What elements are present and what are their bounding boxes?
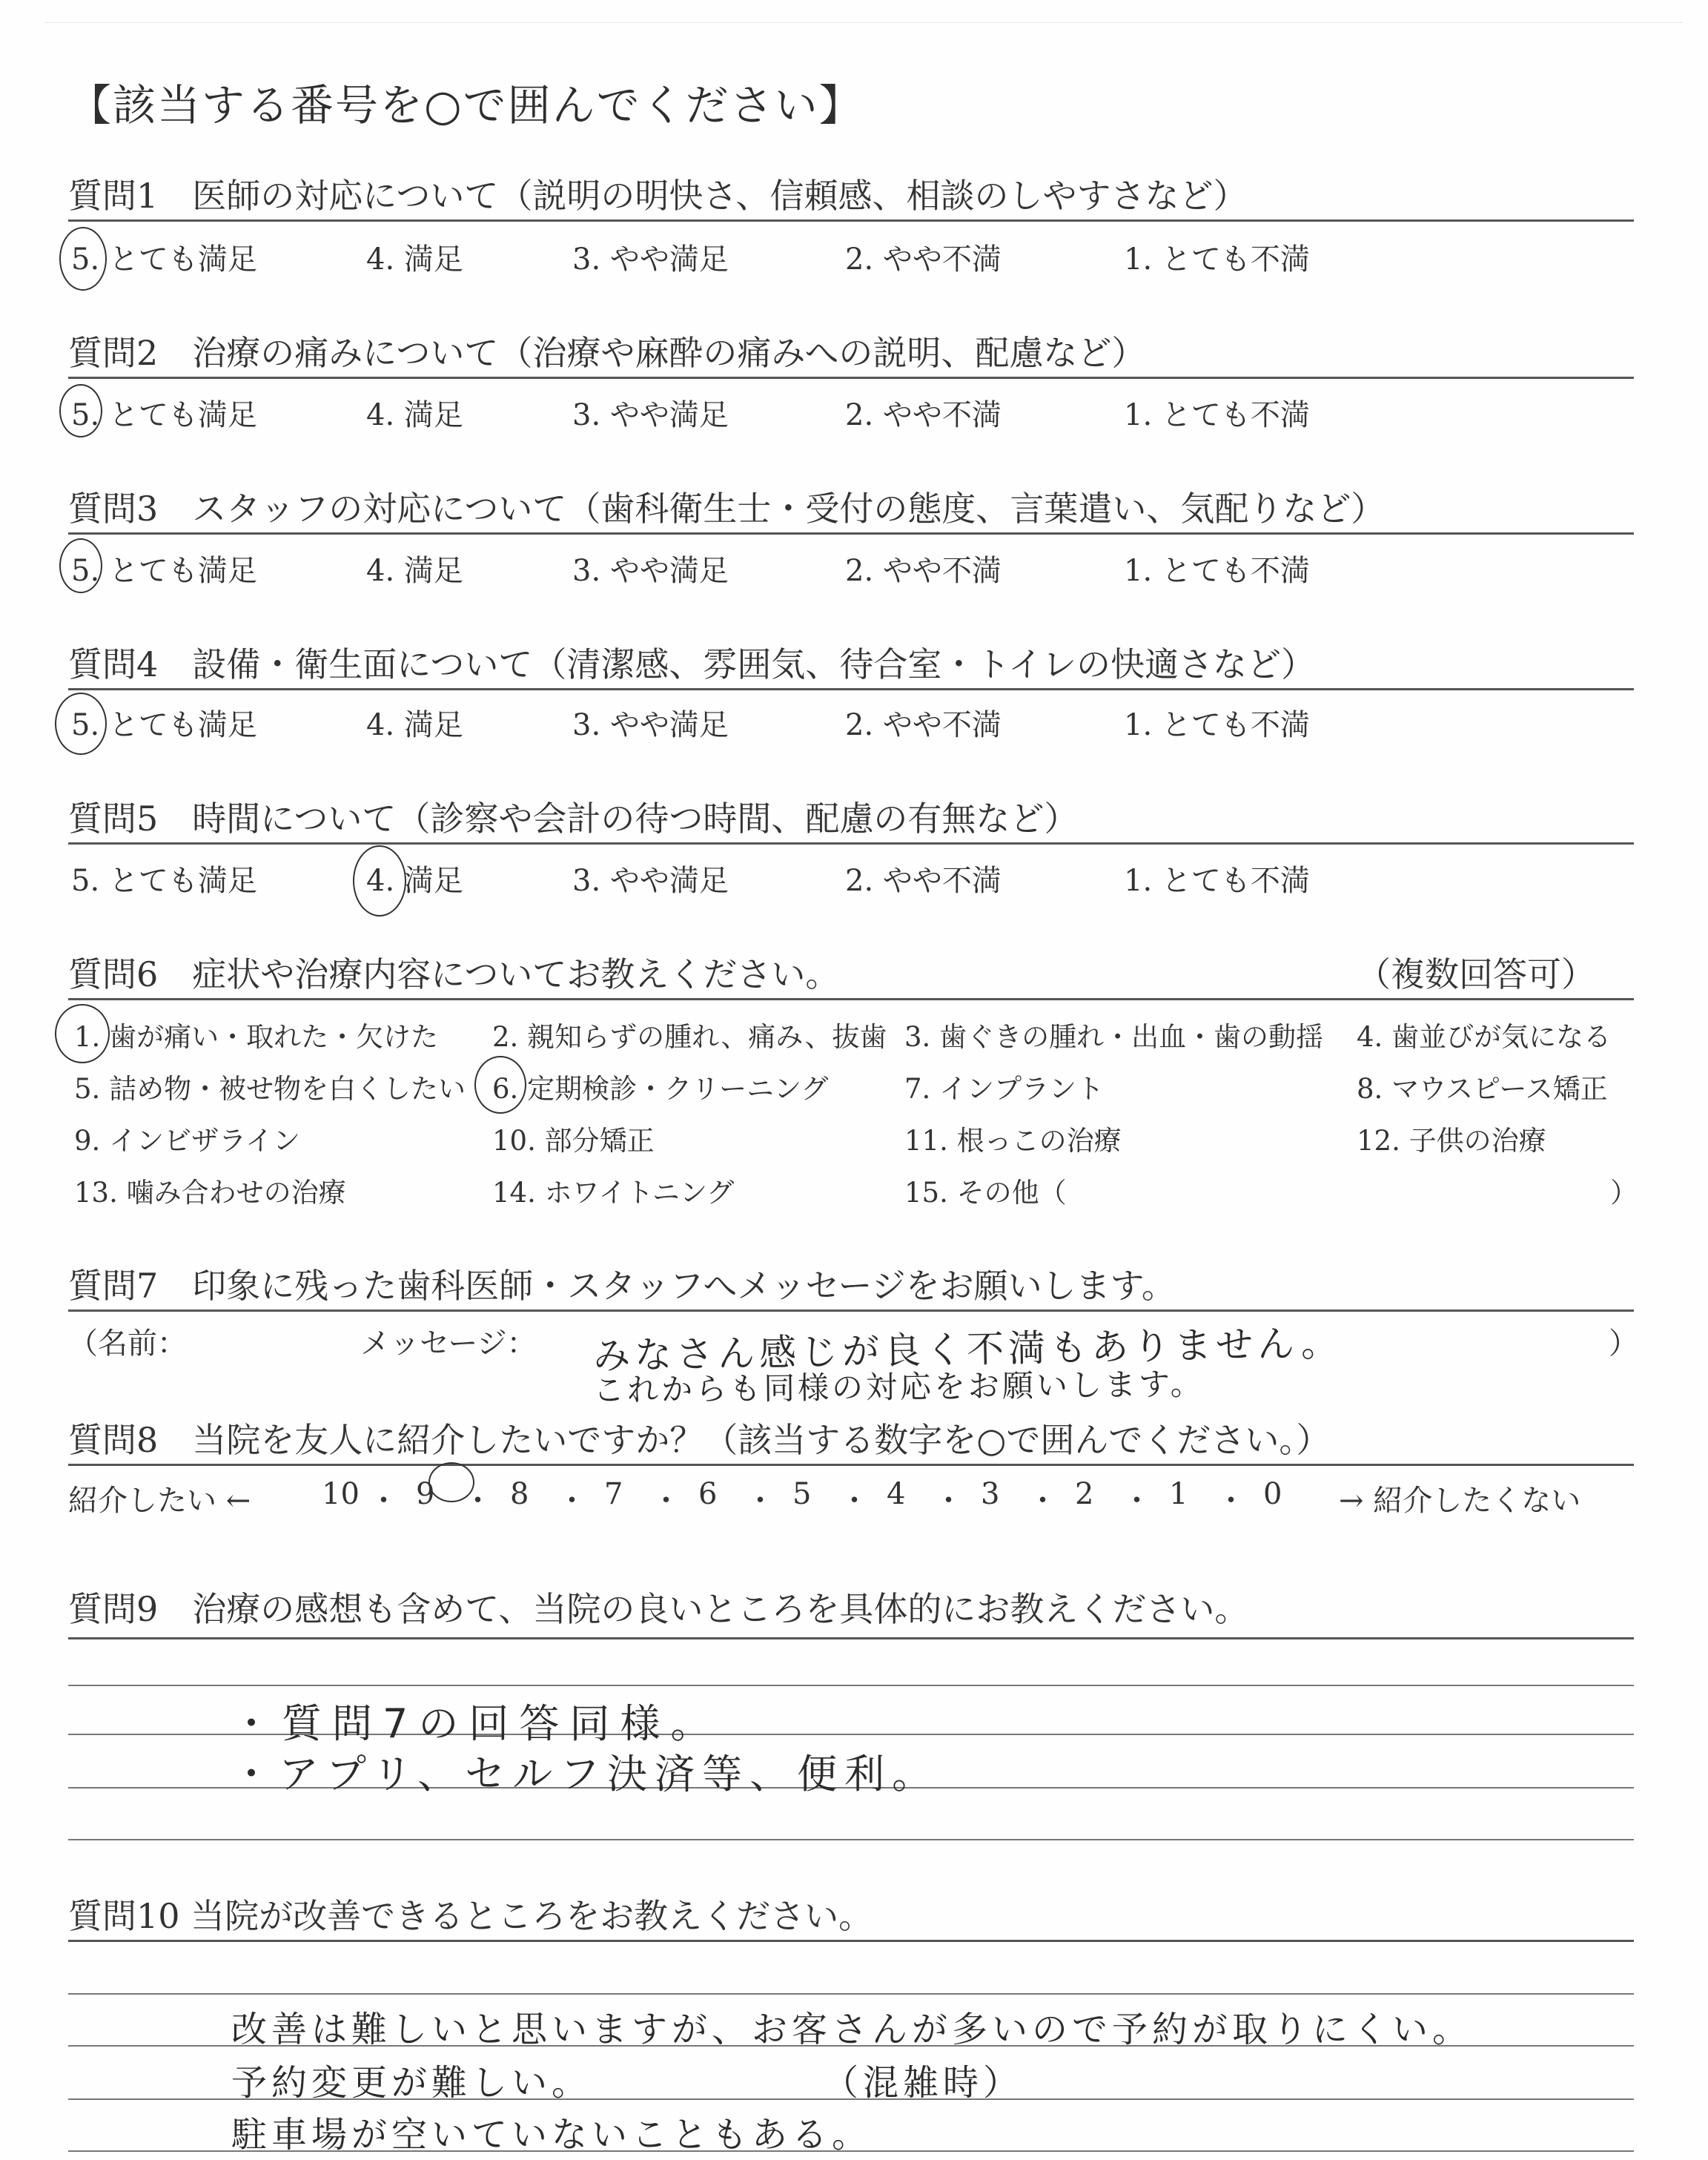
q2-rule [68,377,1634,379]
q8-selection-circle [428,1462,474,1502]
q6-selection-circle-6 [474,1056,526,1114]
q8-scale-2[interactable]: 2 [1075,1477,1094,1511]
q3-option-5[interactable]: 5. とても満足 [71,554,257,588]
q1-option-5[interactable]: 5. とても満足 [71,242,257,277]
q3-option-2[interactable]: 2. やや不満 [845,554,1002,588]
q8-rule [68,1464,1634,1466]
scan-edge [44,22,1683,23]
q2-option-1[interactable]: 1. とても不満 [1124,398,1310,432]
q8-scale-dot: ・ [933,1484,964,1518]
q8-scale-dot: ・ [1122,1484,1152,1518]
q5-option-3[interactable]: 3. やや満足 [572,864,729,898]
q2-option-2[interactable]: 2. やや不満 [845,398,1002,432]
q10-answer-line-a [68,1993,1634,1995]
q7-rule [68,1309,1634,1312]
q6-item-13[interactable]: 13. 噛み合わせの治療 [74,1177,346,1209]
q8-title: 質問8 当院を友人に紹介したいですか？（該当する数字を○で囲んでください。） [68,1420,1331,1460]
q5-selection-circle [353,845,406,916]
q8-scale-dot: ・ [1027,1484,1058,1518]
q2-selection-circle [59,384,102,437]
q6-item-2[interactable]: 2. 親知らずの腫れ、痛み、抜歯 [492,1021,887,1053]
q8-scale-dot: ・ [651,1484,681,1518]
q1-title: 質問1 医師の対応について（説明の明快さ、信頼感、相談のしやすさなど） [68,176,1248,216]
q8-right-label: → 紹介したくない [1339,1484,1581,1518]
page-header: 【該当する番号を○で囲んでください】 [68,80,864,131]
q6-rule [68,998,1634,1000]
q8-scale-dot: ・ [463,1484,493,1518]
q2-title: 質問2 治療の痛みについて（治療や麻酔の痛みへの説明、配慮など） [68,333,1146,373]
q3-title: 質問3 スタッフの対応について（歯科衛生士・受付の態度、言葉遣い、気配りなど） [68,489,1386,529]
q7-message-label: メッセージ： [360,1327,537,1361]
q9-title: 質問9 治療の感想も含めて、当院の良いところを具体的にお教えください。 [68,1589,1249,1629]
q4-option-4[interactable]: 4. 満足 [366,708,463,742]
q8-scale-5[interactable]: 5 [792,1477,812,1511]
q4-option-1[interactable]: 1. とても不満 [1124,708,1310,742]
q5-option-1[interactable]: 1. とても不満 [1124,864,1310,898]
q5-option-4[interactable]: 4. 満足 [366,864,463,898]
q2-option-4[interactable]: 4. 満足 [366,398,463,432]
q6-item-8[interactable]: 8. マウスピース矯正 [1357,1073,1608,1105]
q4-rule [68,688,1634,690]
q8-scale-3[interactable]: 3 [981,1477,1000,1511]
q8-left-label: 紹介したい ← [68,1484,251,1518]
q8-scale-dot: ・ [557,1484,587,1518]
q6-item-10[interactable]: 10. 部分矯正 [492,1125,655,1157]
q6-title: 質問6 症状や治療内容についてお教えください。 [68,954,840,994]
q5-rule [68,842,1634,845]
q1-selection-circle [59,227,107,291]
q6-item-15-close: ） [1610,1177,1638,1209]
q6-item-1[interactable]: 1. 歯が痛い・取れた・欠けた [74,1021,439,1053]
q8-scale-10[interactable]: 10 [322,1477,360,1511]
q8-scale-7[interactable]: 7 [604,1477,623,1511]
q6-item-9[interactable]: 9. インビザライン [74,1125,300,1157]
q6-item-3[interactable]: 3. 歯ぐきの腫れ・出血・歯の動揺 [904,1021,1324,1053]
q8-scale-dot: ・ [839,1484,870,1518]
q8-scale-4[interactable]: 4 [887,1477,906,1511]
q8-scale-dot: ・ [1216,1484,1246,1518]
q3-option-1[interactable]: 1. とても不満 [1124,554,1310,588]
q4-option-2[interactable]: 2. やや不満 [845,708,1002,742]
q6-item-14[interactable]: 14. ホワイトニング [492,1177,735,1209]
q5-option-2[interactable]: 2. やや不満 [845,864,1002,898]
q8-scale-1[interactable]: 1 [1169,1477,1188,1511]
q8-scale-dot: ・ [745,1484,775,1518]
q6-item-15[interactable]: 15. その他（ [904,1177,1067,1209]
q4-title: 質問4 設備・衛生面について（清潔感、雰囲気、待合室・トイレの快適さなど） [68,644,1316,684]
q10-answer-3: 駐車場が空いていないこともある。 [231,2114,873,2156]
q6-item-7[interactable]: 7. インプラント [904,1073,1105,1105]
q9-answer-1: ・質問7の回答同様。 [231,1700,721,1747]
q7-answer-line-2: これからも同様の対応をお願いします。 [592,1365,1205,1409]
q4-option-3[interactable]: 3. やや満足 [572,708,729,742]
q8-scale-9[interactable]: 9 [416,1477,435,1511]
q1-option-2[interactable]: 2. やや不満 [845,242,1002,277]
q2-option-3[interactable]: 3. やや満足 [572,398,729,432]
q6-item-11[interactable]: 11. 根っこの治療 [904,1125,1122,1157]
q8-scale-dot: ・ [368,1484,399,1518]
q10-answer-2: 予約変更が難しい。 [231,2062,592,2104]
q10-answer-1: 改善は難しいと思いますが、お客さんが多いので予約が取りにくい。 [231,2009,1473,2050]
q7-title: 質問7 印象に残った歯科医師・スタッフへメッセージをお願いします。 [68,1266,1176,1306]
q9-answer-line-a [68,1685,1634,1686]
q6-item-12[interactable]: 12. 子供の治療 [1357,1125,1546,1157]
q6-item-5[interactable]: 5. 詰め物・被せ物を白くしたい [74,1073,466,1105]
q4-selection-circle [55,693,107,755]
q1-option-4[interactable]: 4. 満足 [366,242,463,277]
q9-answer-2: ・アプリ、セルフ決済等、便利。 [231,1751,940,1797]
q6-selection-circle-1 [55,1004,110,1063]
q4-option-5[interactable]: 5. とても満足 [71,708,257,742]
q10-rule [68,1940,1634,1942]
q10-title: 質問10 当院が改善できるところをお教えください。 [68,1896,873,1936]
q7-close-paren: ） [1609,1327,1638,1361]
q7-name-label: （名前： [68,1327,187,1361]
q6-item-4[interactable]: 4. 歯並びが気になる [1357,1021,1612,1053]
q6-multiple-note: （複数回答可） [1357,954,1595,994]
q1-option-1[interactable]: 1. とても不満 [1124,242,1310,277]
q3-option-4[interactable]: 4. 満足 [366,554,463,588]
q3-option-3[interactable]: 3. やや満足 [572,554,729,588]
q8-scale-6[interactable]: 6 [698,1477,718,1511]
q9-rule [68,1637,1634,1639]
q1-rule [68,219,1634,222]
q5-title: 質問5 時間について（診察や会計の待つ時間、配慮の有無など） [68,799,1079,839]
q8-scale-8[interactable]: 8 [510,1477,529,1511]
q3-selection-circle [59,538,102,593]
q3-rule [68,532,1634,535]
q2-option-5[interactable]: 5. とても満足 [71,398,257,432]
q8-scale-0[interactable]: 0 [1263,1477,1282,1511]
q1-option-3[interactable]: 3. やや満足 [572,242,729,277]
q9-answer-line-d [68,1839,1634,1840]
q5-option-5[interactable]: 5. とても満足 [71,864,257,898]
q6-item-6[interactable]: 6. 定期検診・クリーニング [492,1073,829,1105]
q10-answer-2-note: （混雑時） [823,2062,1024,2104]
q7-answer-line-1: みなさん感じが良く不満もありません。 [592,1321,1343,1378]
